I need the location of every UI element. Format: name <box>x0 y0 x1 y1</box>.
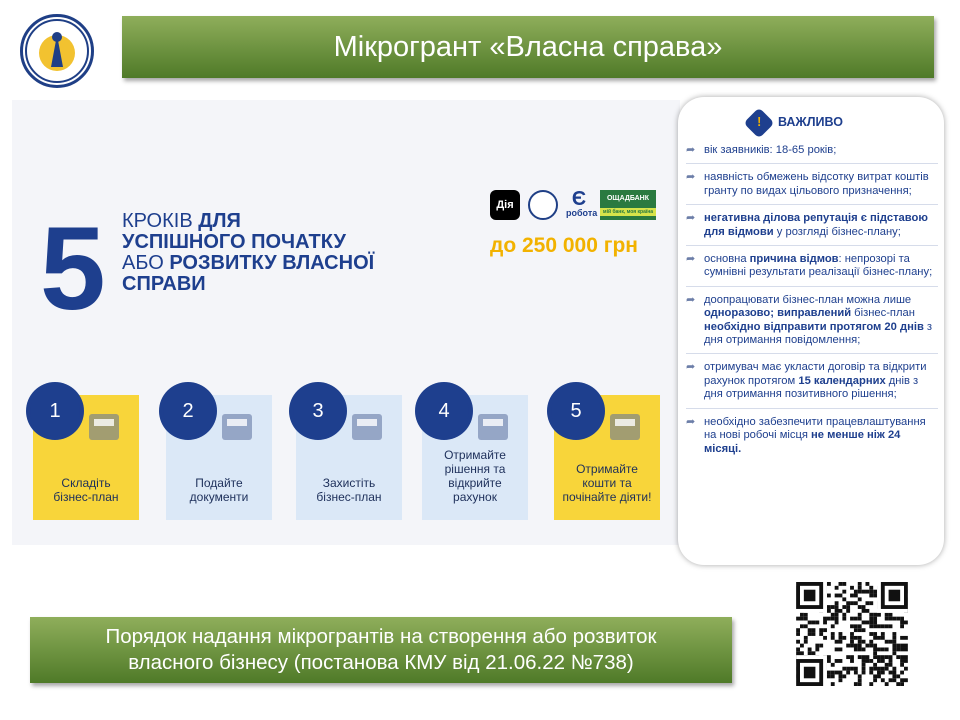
step-text: Отримайте рішення та відкрийте рахунок <box>444 448 506 504</box>
important-item: ➦ основна причина відмов: непрозорі та сумнівні результати реалізації бізнес-плану; <box>686 253 938 287</box>
exclamation-icon: ! <box>743 107 774 138</box>
diia-logo: Дія <box>490 190 520 220</box>
important-item: ➦ наявність обмежень відсотку витрат коштів гранту по видах цільового призначення; <box>686 171 938 205</box>
important-item: ➦ доопрацювати бізнес-план можна лише одноразово; виправлений бізнес-план необхідно відправити протягом 20 днів з дня отримання повідомлення; <box>686 294 938 355</box>
laptop-icon <box>218 410 256 444</box>
grant-amount: до 250 000 грн <box>490 234 638 257</box>
important-item: ➦ отримувач має укласти договір та відкрити рахунок протягом 15 календарних днів з дня отримання позитивного рішення; <box>686 361 938 408</box>
employment-service-logo <box>20 14 94 88</box>
step-text: Отримайте кошти та почінайте діяти! <box>562 462 652 504</box>
important-header <box>748 112 938 134</box>
step-number-badge: 5 <box>551 386 601 436</box>
important-item: ➦ негативна ділова репутація є підставою для відмови у розгляді бізнес-плану; <box>686 212 938 246</box>
important-list-panel <box>686 112 938 560</box>
employment-service-small-logo <box>528 190 558 220</box>
money-icon <box>606 410 644 444</box>
step-text: Подайте документи <box>189 476 249 504</box>
big-number-five: 5 <box>40 203 106 335</box>
magnifier-document-icon <box>348 410 386 444</box>
qr-code[interactable] <box>796 582 908 686</box>
step-text: Захистіть бізнес-план <box>316 476 382 504</box>
step-number-badge: 2 <box>163 386 213 436</box>
footer-caption <box>30 617 732 683</box>
important-item: ➦ необхідно забезпечити працевлаштування на нові робочі місця не менше ніж 24 місяці. <box>686 416 938 462</box>
ye-robota-logo: Є робота <box>566 188 598 218</box>
important-list <box>686 144 938 462</box>
step-number-badge: 4 <box>419 386 469 436</box>
handshake-icon <box>474 410 512 444</box>
page-title: Мікрогрант «Власна справа» <box>122 16 934 78</box>
step-number-badge: 1 <box>30 386 80 436</box>
footer-line-1: Порядок надання мікрогрантів на створення або розвиток <box>105 625 657 648</box>
partner-logos <box>490 190 656 220</box>
infographic-heading: КРОКІВ ДЛЯ УСПІШНОГО ПОЧАТКУ АБО РОЗВИТКУ ВЛАСНОЇ СПРАВИ <box>122 210 375 295</box>
footer-line-2: власного бізнесу (постанова КМУ від 21.06.22 №738) <box>128 651 634 674</box>
step-text: Складіть бізнес-план <box>53 476 119 504</box>
calculator-icon <box>85 410 123 444</box>
step-number-badge: 3 <box>293 386 343 436</box>
important-title: ВАЖЛИВО <box>778 115 843 130</box>
important-item: ➦ вік заявників: 18-65 років; <box>686 144 938 164</box>
oschadbank-logo: ОЩАДБАНК мій банк, моя країна <box>600 190 656 220</box>
